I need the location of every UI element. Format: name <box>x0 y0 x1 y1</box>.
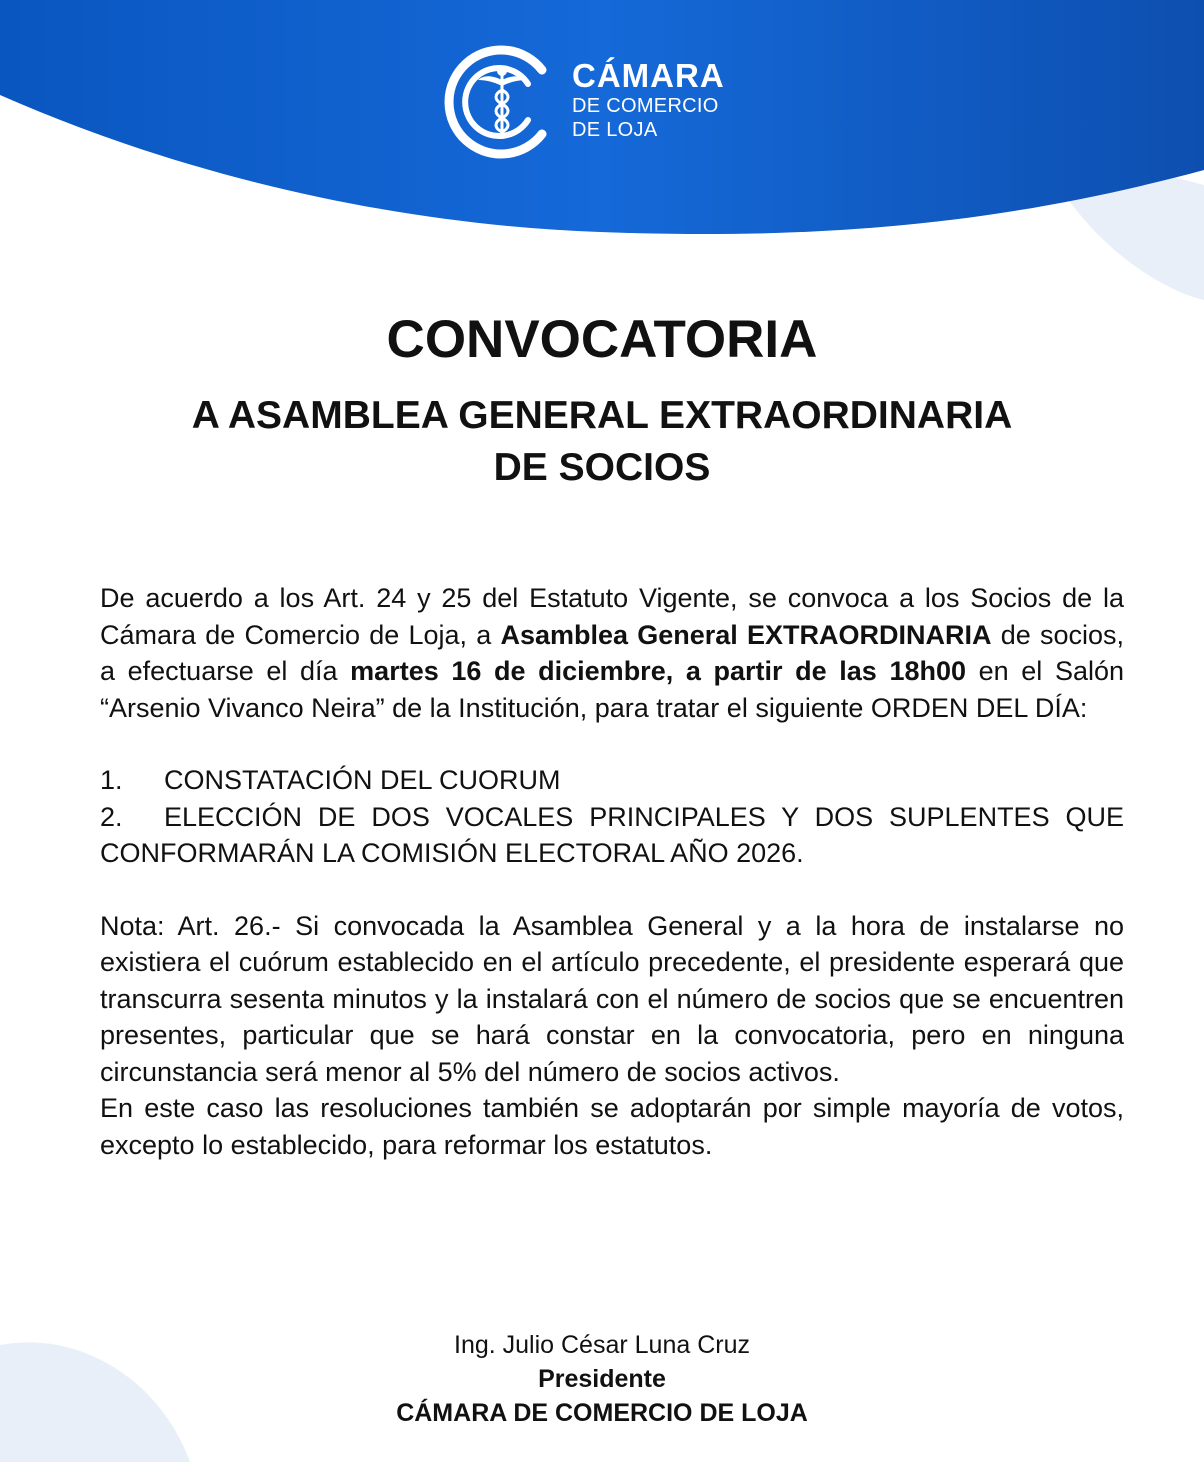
signature-block <box>0 1328 1204 1430</box>
intro-bold-1: Asamblea General EXTRAORDINARIA <box>500 619 992 650</box>
intro-text-3: en el Salón “Arsenio Vivanco Neira” de la Institución, para tratar el siguiente ORDEN DEL DÍA: <box>100 656 1124 723</box>
agenda-item <box>100 799 1124 872</box>
logo-line-3: DE LOJA <box>572 119 658 141</box>
spacer <box>100 872 1124 908</box>
intro-paragraph <box>100 580 1124 726</box>
signer-role: Presidente <box>538 1365 666 1393</box>
document-subtitle <box>0 390 1204 494</box>
agenda-item-number: 2. <box>100 801 123 832</box>
logo-line-2: DE COMERCIO <box>572 95 719 117</box>
agenda-item-text: ELECCIÓN DE DOS VOCALES PRINCIPALES Y DOS SUPLENTES QUE CONFORMARÁN LA COMISIÓN ELECTORAL AÑO 2026. <box>100 801 1124 868</box>
logo-wordmark <box>572 58 725 142</box>
subtitle-line-2: DE SOCIOS <box>493 446 711 489</box>
intro-text-2: de socios, a efectuarse el día <box>100 619 1124 686</box>
agenda-item-text: CONSTATACIÓN DEL CUORUM <box>164 765 561 795</box>
intro-bold-2: martes 16 de diciembre, a partir de las 18h00 <box>350 656 966 686</box>
note-paragraph-2: En este caso las resoluciones también se adoptarán por simple mayoría de votos, excepto lo establecido, para reformar los estatutos. <box>100 1093 1124 1160</box>
subtitle-line-1: A ASAMBLEA GENERAL EXTRAORDINARIA <box>191 394 1013 437</box>
chamber-logo <box>444 44 754 160</box>
caduceus-icon <box>444 44 560 160</box>
signer-organization: CÁMARA DE COMERCIO DE LOJA <box>396 1399 808 1427</box>
agenda-item-number: 1. <box>100 765 123 795</box>
signer-name: Ing. Julio César Luna Cruz <box>454 1331 750 1359</box>
document-title: CONVOCATORIA <box>386 310 818 369</box>
note-paragraph: Nota: Art. 26.- Si convocada la Asamblea General y a la hora de instalarse no existiera el cuórum establecido en el artículo precedente, el presidente esperará que transcurra sesenta minutos y la instalará con el número de socios que se encuentren presentes, particular que se hará constar en la convocatoria, pero en ninguna circunstancia será menor al 5% del número de socios activos. <box>100 910 1124 1087</box>
intro-text-1: De acuerdo a los Art. 24 y 25 del Estatuto Vigente, se convoca a los Socios de la Cámara de Comercio de Loja, a <box>100 583 1124 650</box>
agenda-item <box>100 762 1124 799</box>
spacer <box>100 726 1124 762</box>
document-body <box>100 580 1124 1163</box>
logo-line-1: CÁMARA <box>572 57 725 94</box>
